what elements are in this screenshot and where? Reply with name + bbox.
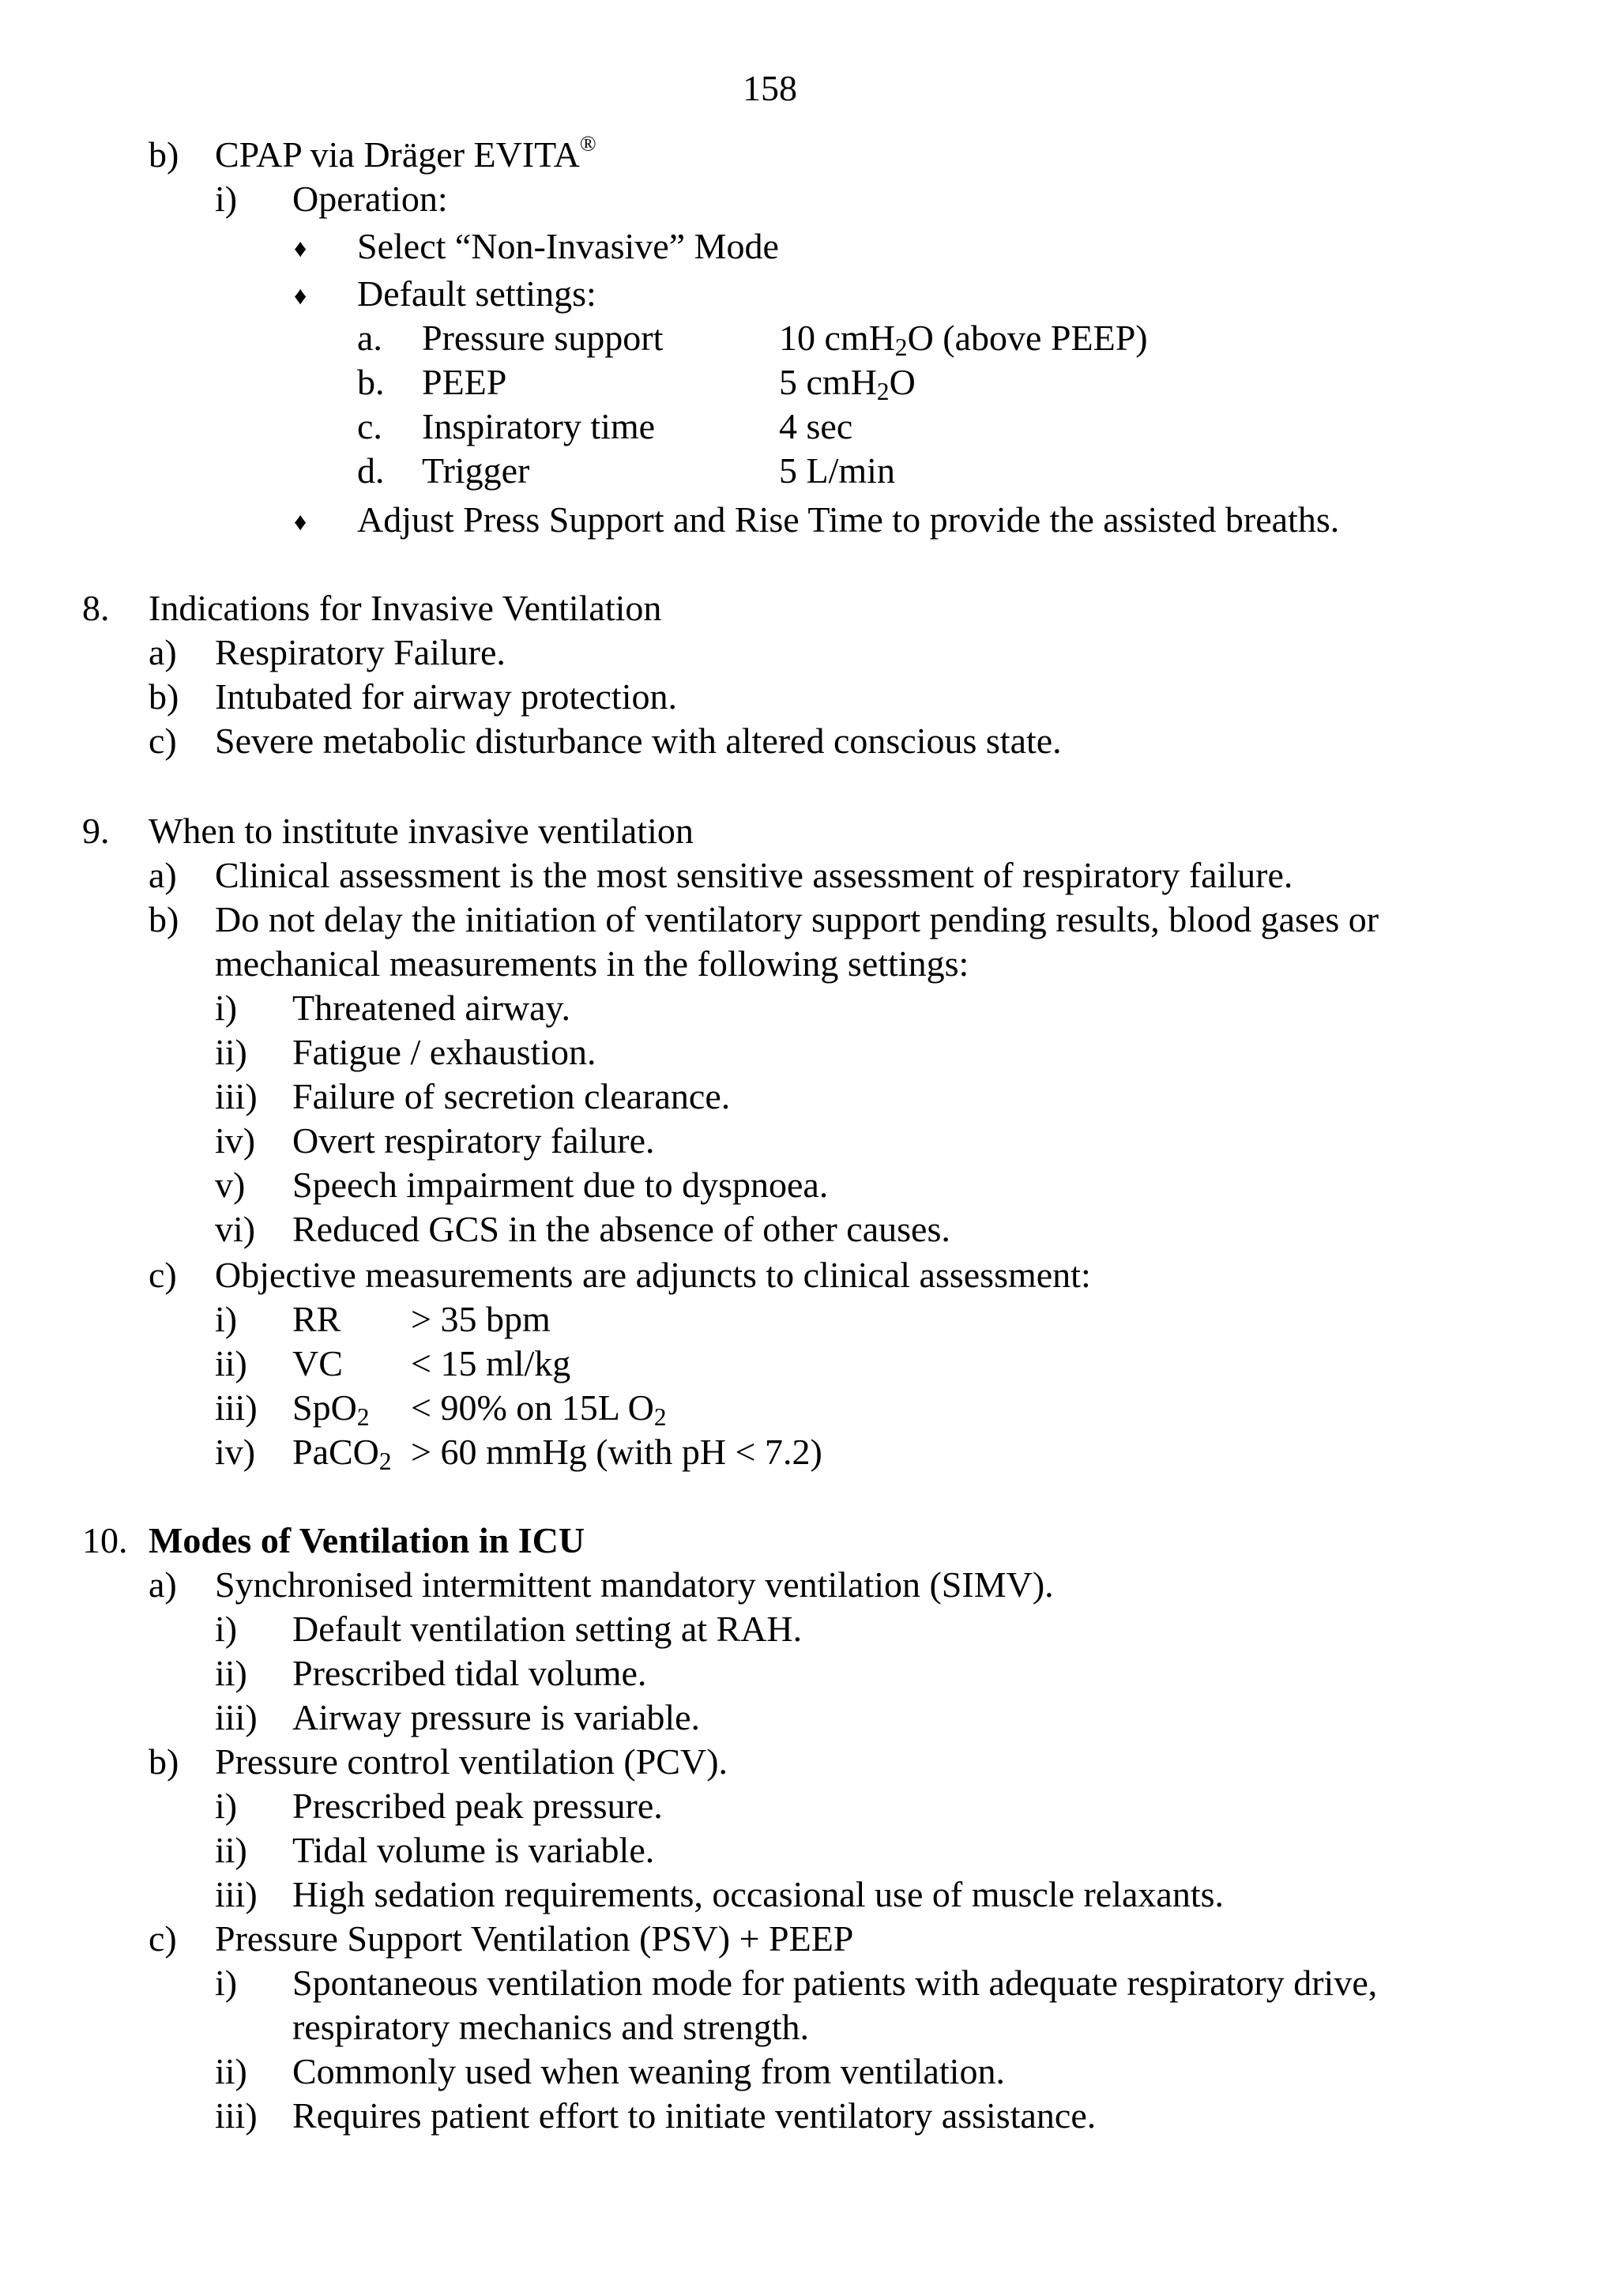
value-text: 10 cmH (779, 318, 895, 358)
item-text: Pressure Support Ventilation (PSV) + PEEP (215, 1918, 854, 1959)
adjust-text: Adjust Press Support and Rise Time to provide the assisted breaths. (357, 499, 1340, 540)
setting-value (779, 316, 1148, 360)
item-label: iii) (215, 2095, 258, 2136)
cpap-label: b) (149, 134, 179, 175)
parameter-subscript: 2 (378, 1447, 392, 1475)
setting-name: PEEP (422, 362, 507, 402)
parameter-text: VC (292, 1343, 343, 1383)
cpap-title-text: CPAP via Dräger EVITA (215, 134, 580, 175)
setting-letter: a. (357, 318, 382, 358)
setting-value (779, 449, 895, 493)
item-text: Objective measurements are adjuncts to clinical assessment: (215, 1255, 1091, 1295)
setting-value (779, 405, 852, 449)
item-text: Respiratory Failure. (215, 632, 506, 672)
item-text: Requires patient effort to initiate ventilatory assistance. (292, 2095, 1097, 2136)
section-title: Indications for Invasive Ventilation (149, 588, 662, 628)
item-label: ii) (215, 1653, 247, 1693)
item-label: b) (149, 899, 179, 939)
setting-name: Pressure support (422, 318, 664, 358)
item-text: Commonly used when weaning from ventilation. (292, 2051, 1005, 2091)
section-title (149, 1519, 585, 1563)
item-text: Tidal volume is variable. (292, 1830, 655, 1870)
section-title-bold: Modes of Ventilation in ICU (149, 1520, 585, 1560)
item-text: Severe metabolic disturbance with altered conscious state. (215, 721, 1062, 761)
item-text: Airway pressure is variable. (292, 1697, 701, 1737)
item-label: iii) (215, 1076, 258, 1116)
measurement-parameter (292, 1386, 369, 1430)
item-text: Clinical assessment is the most sensitive assessment of respiratory failure. (215, 855, 1293, 895)
measurement-threshold (411, 1386, 667, 1430)
measurement-threshold (411, 1297, 551, 1342)
section-number: 9. (82, 811, 110, 851)
item-text: Fatigue / exhaustion. (292, 1032, 596, 1072)
measurement-parameter (292, 1342, 343, 1386)
parameter-subscript: 2 (356, 1402, 370, 1431)
item-label: i) (215, 1963, 238, 2003)
setting-letter: b. (357, 362, 385, 402)
value-text: 4 sec (779, 406, 853, 446)
item-label: i) (215, 1299, 238, 1339)
item-label: a) (149, 632, 177, 672)
item-text: Prescribed tidal volume. (292, 1653, 647, 1693)
setting-name: Inspiratory time (422, 406, 656, 446)
setting-letter: d. (357, 450, 385, 491)
item-label: i) (215, 1609, 238, 1649)
measurement-parameter (292, 1430, 392, 1474)
value-text: O (889, 362, 916, 402)
item-label: b) (149, 1741, 179, 1782)
value-subscript: 2 (876, 377, 890, 405)
value-subscript: 2 (894, 333, 908, 361)
item-label: v) (215, 1165, 246, 1205)
item-label: i) (215, 1786, 238, 1826)
item-label: ii) (215, 2051, 247, 2091)
setting-letter: c. (357, 406, 382, 446)
operation-label: i) (215, 179, 238, 219)
bullet-icon: ♦ (294, 281, 307, 310)
item-label: c) (149, 721, 177, 761)
item-label: c) (149, 1255, 177, 1295)
item-label: i) (215, 988, 238, 1028)
cpap-title (215, 130, 596, 177)
item-text: Do not delay the initiation of ventilatory support pending results, blood gases or (215, 899, 1379, 939)
section-number: 10. (82, 1520, 128, 1560)
setting-value (779, 360, 916, 405)
threshold-text: > 35 bpm (411, 1299, 551, 1339)
item-label: b) (149, 676, 179, 717)
item-text: Failure of secretion clearance. (292, 1076, 731, 1116)
section-title: When to institute invasive ventilation (149, 811, 694, 851)
value-text: 5 L/min (779, 450, 895, 491)
threshold-subscript: 2 (653, 1402, 667, 1431)
item-label: a) (149, 1564, 177, 1605)
threshold-text: < 15 ml/kg (411, 1343, 571, 1383)
item-text: High sedation requirements, occasional use of muscle relaxants. (292, 1874, 1225, 1914)
threshold-text: > 60 mmHg (with pH < 7.2) (411, 1432, 822, 1472)
default-settings-heading: Default settings: (357, 273, 596, 314)
item-text: Pressure control ventilation (PCV). (215, 1741, 728, 1782)
parameter-text: PaCO (292, 1432, 379, 1472)
measurement-parameter (292, 1297, 341, 1342)
item-label: ii) (215, 1830, 247, 1870)
item-text: Overt respiratory failure. (292, 1120, 655, 1161)
select-mode-text: Select “Non-Invasive” Mode (357, 226, 779, 266)
item-label: iii) (215, 1387, 258, 1428)
item-label: iv) (215, 1120, 256, 1161)
value-text: 5 cmH (779, 362, 877, 402)
section-number: 8. (82, 588, 110, 628)
item-label: a) (149, 855, 177, 895)
item-label: iv) (215, 1432, 256, 1472)
item-label: ii) (215, 1032, 247, 1072)
bullet-icon: ♦ (294, 507, 307, 536)
item-text: Default ventilation setting at RAH. (292, 1609, 803, 1649)
parameter-text: SpO (292, 1387, 357, 1428)
item-label: vi) (215, 1209, 256, 1249)
item-label: iii) (215, 1874, 258, 1914)
parameter-text: RR (292, 1299, 341, 1339)
item-text-continued: respiratory mechanics and strength. (292, 2007, 809, 2047)
item-label: ii) (215, 1343, 247, 1383)
setting-name: Trigger (422, 450, 530, 491)
measurement-threshold (411, 1430, 822, 1474)
item-text: Threatened airway. (292, 988, 571, 1028)
item-text: Spontaneous ventilation mode for patients with adequate respiratory drive, (292, 1963, 1378, 2003)
item-text: Reduced GCS in the absence of other causes. (292, 1209, 950, 1249)
page-number: 158 (743, 68, 797, 108)
value-text: O (above PEEP) (907, 318, 1148, 358)
item-text: Prescribed peak pressure. (292, 1786, 663, 1826)
operation-heading: Operation: (292, 179, 448, 219)
item-text: Speech impairment due to dyspnoea. (292, 1165, 829, 1205)
bullet-icon: ♦ (294, 234, 307, 262)
item-label: iii) (215, 1697, 258, 1737)
item-text: Synchronised intermittent mandatory ventilation (SIMV). (215, 1564, 1054, 1605)
threshold-text: < 90% on 15L O (411, 1387, 654, 1428)
registered-mark: ® (579, 130, 596, 156)
item-label: c) (149, 1918, 177, 1959)
item-text: Intubated for airway protection. (215, 676, 677, 717)
measurement-threshold (411, 1342, 570, 1386)
item-text-continued: mechanical measurements in the following settings: (215, 943, 969, 984)
